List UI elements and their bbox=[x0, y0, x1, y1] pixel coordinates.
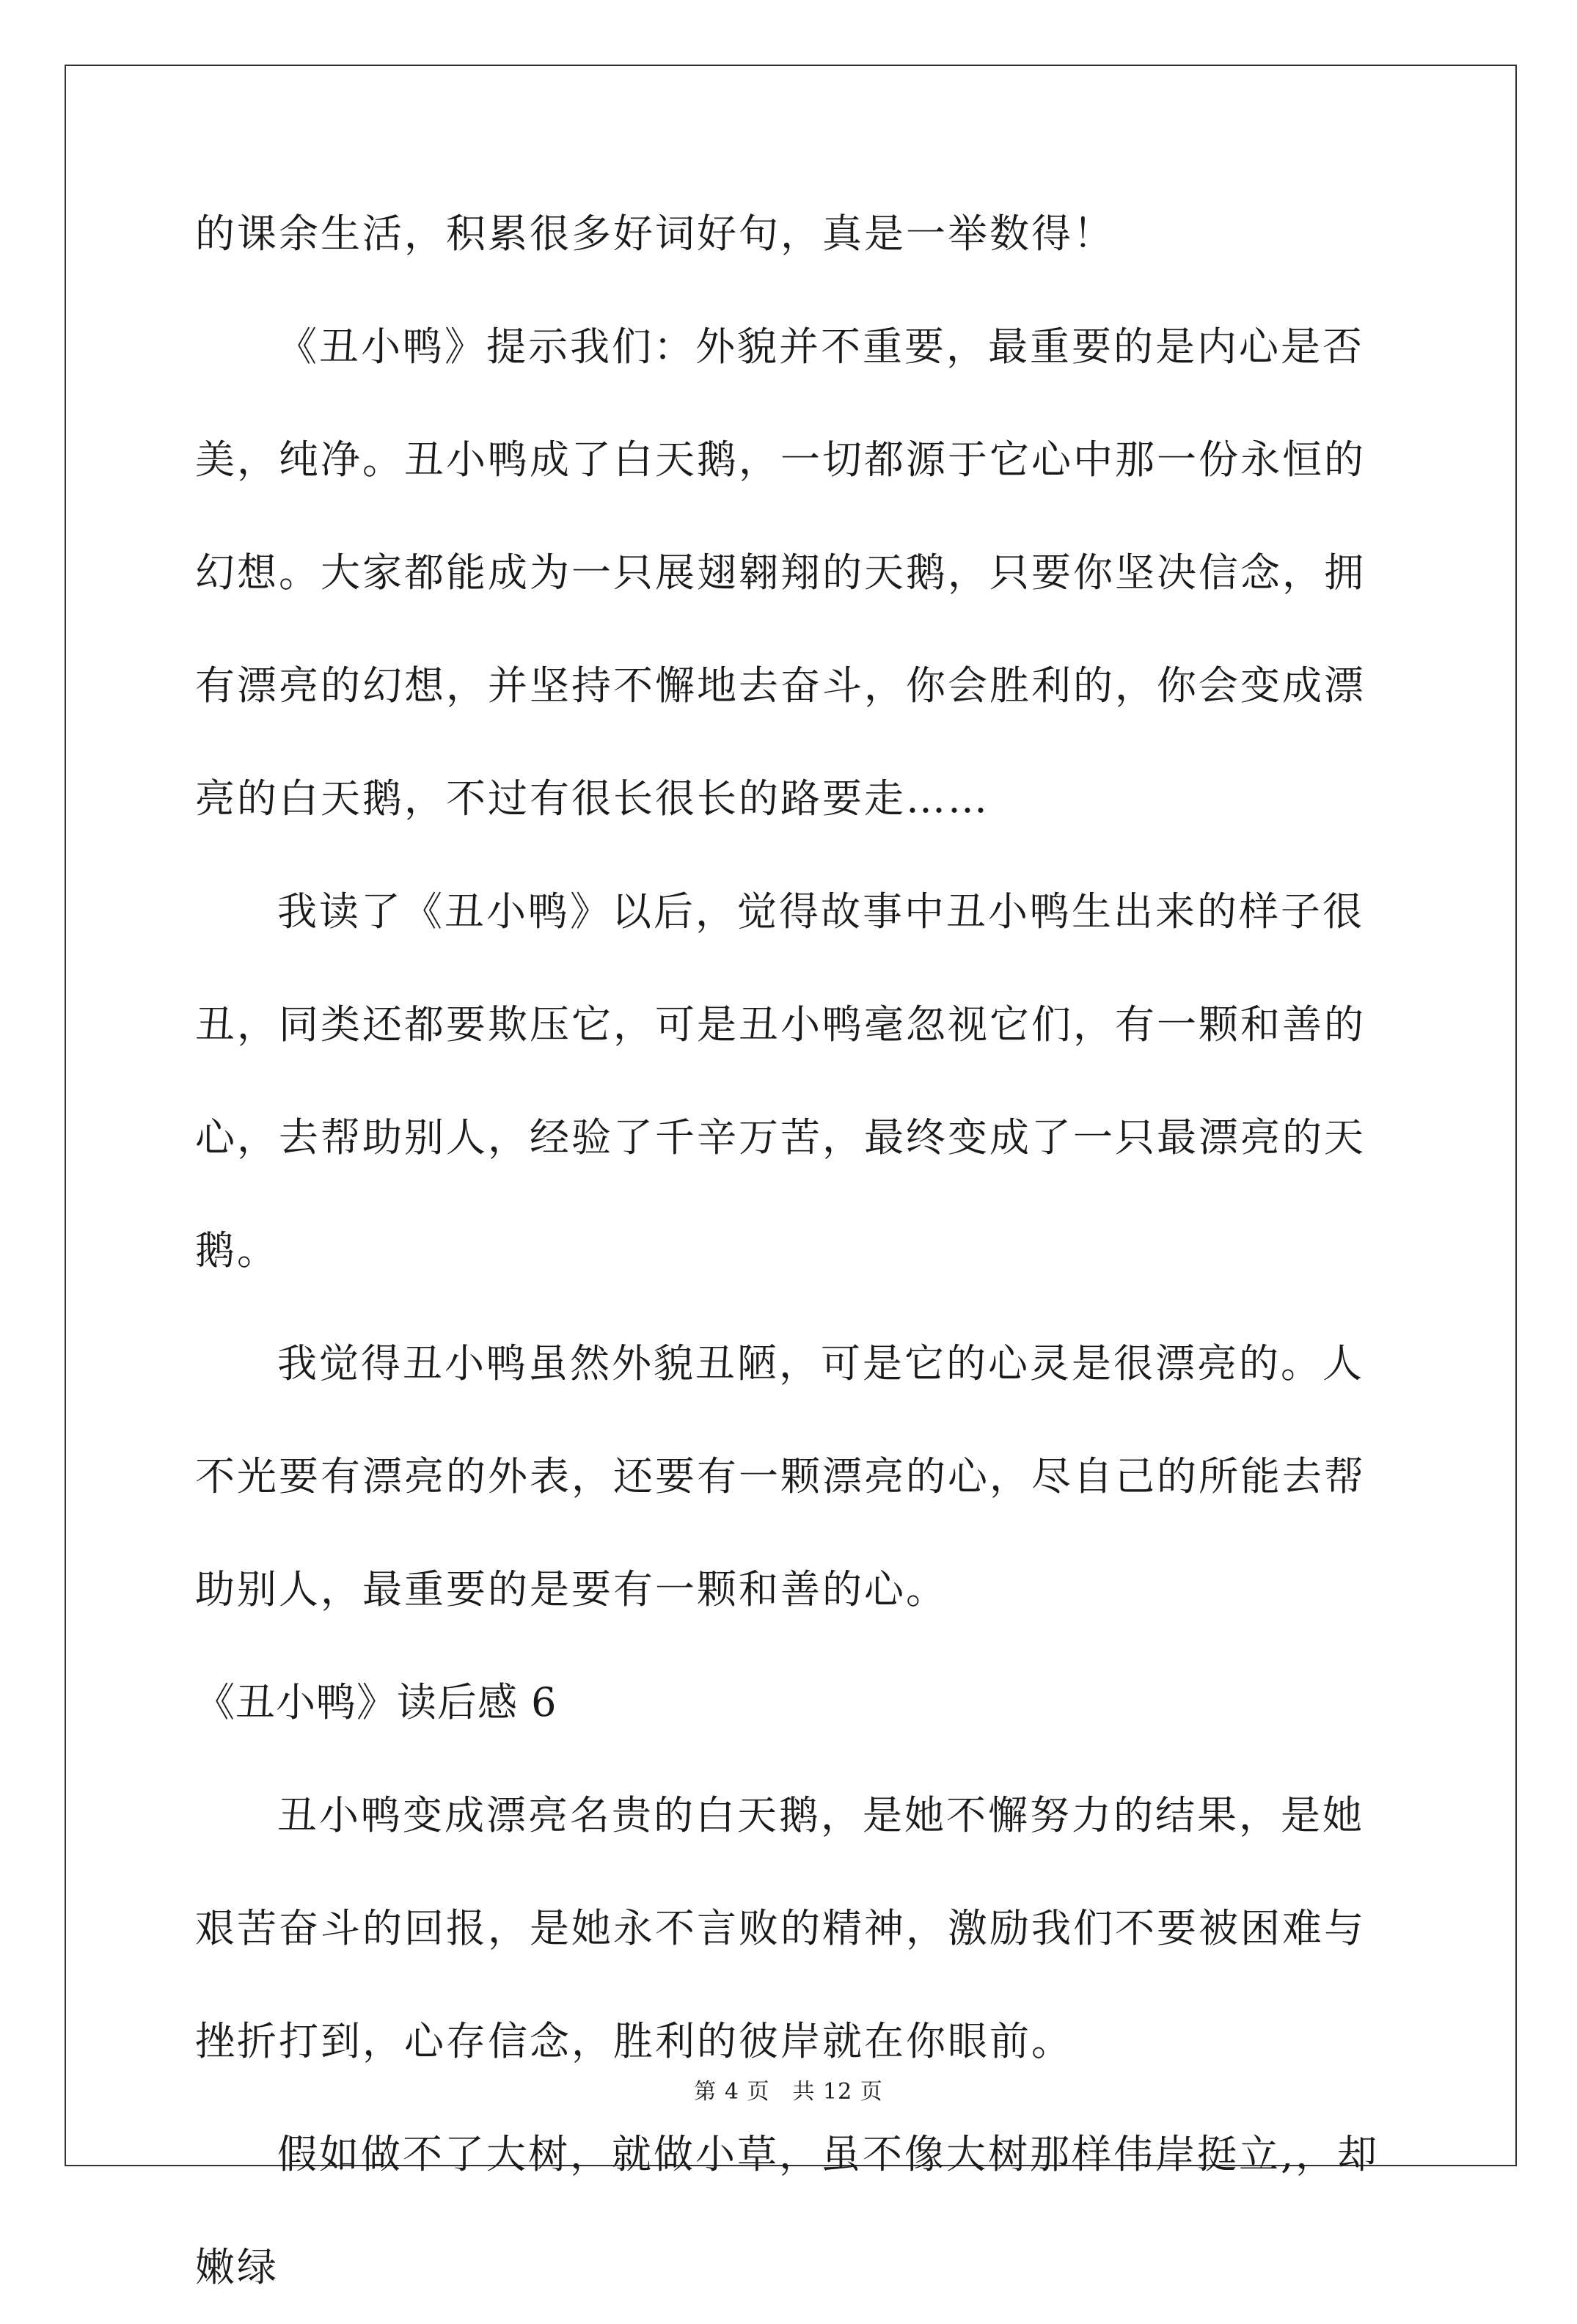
paragraph: 丑小鸭变成漂亮名贵的白天鹅，是她不懈努力的结果，是她艰苦奋斗的回报，是她永不言败的精神，激励我们不要被困难与挫折打到，心存信念，胜利的彼岸就在你眼前。 bbox=[195, 1792, 1366, 2064]
section-heading: 《丑小鸭》读后感 6 bbox=[195, 1679, 557, 1725]
paragraph: 《丑小鸭》提示我们：外貌并不重要，最重要的是内心是否美，纯净。丑小鸭成了白天鹅，一切都源于它心中那一份永恒的幻想。大家都能成为一只展翅翱翔的天鹅，只要你坚决信念，拥有漂亮的幻想，并坚持不懈地去奋斗，你会胜利的，你会变成漂亮的白天鹅，不过有很长很长的路要走…… bbox=[195, 324, 1366, 822]
paragraph: 我觉得丑小鸭虽然外貌丑陋，可是它的心灵是很漂亮的。人不光要有漂亮的外表，还要有一颗漂亮的心，尽自己的所能去帮助别人，最重要的是要有一颗和善的心。 bbox=[195, 1340, 1366, 1612]
paragraph: 我读了《丑小鸭》以后，觉得故事中丑小鸭生出来的样子很丑，同类还都要欺压它，可是丑小鸭毫忽视它们，有一颗和善的心，去帮助别人，经验了千辛万苦，最终变成了一只最漂亮的天鹅。 bbox=[195, 888, 1366, 1274]
document-body bbox=[195, 178, 1398, 2324]
paragraph: 的课余生活，积累很多好词好句，真是一举数得！ bbox=[195, 211, 1115, 257]
page-number-footer: 第 4 页 共 12 页 bbox=[694, 2079, 883, 2105]
paragraph: 假如做不了大树，就做小草，虽不像大树那样伟岸挺立,，却嫩绿 bbox=[195, 2131, 1380, 2290]
